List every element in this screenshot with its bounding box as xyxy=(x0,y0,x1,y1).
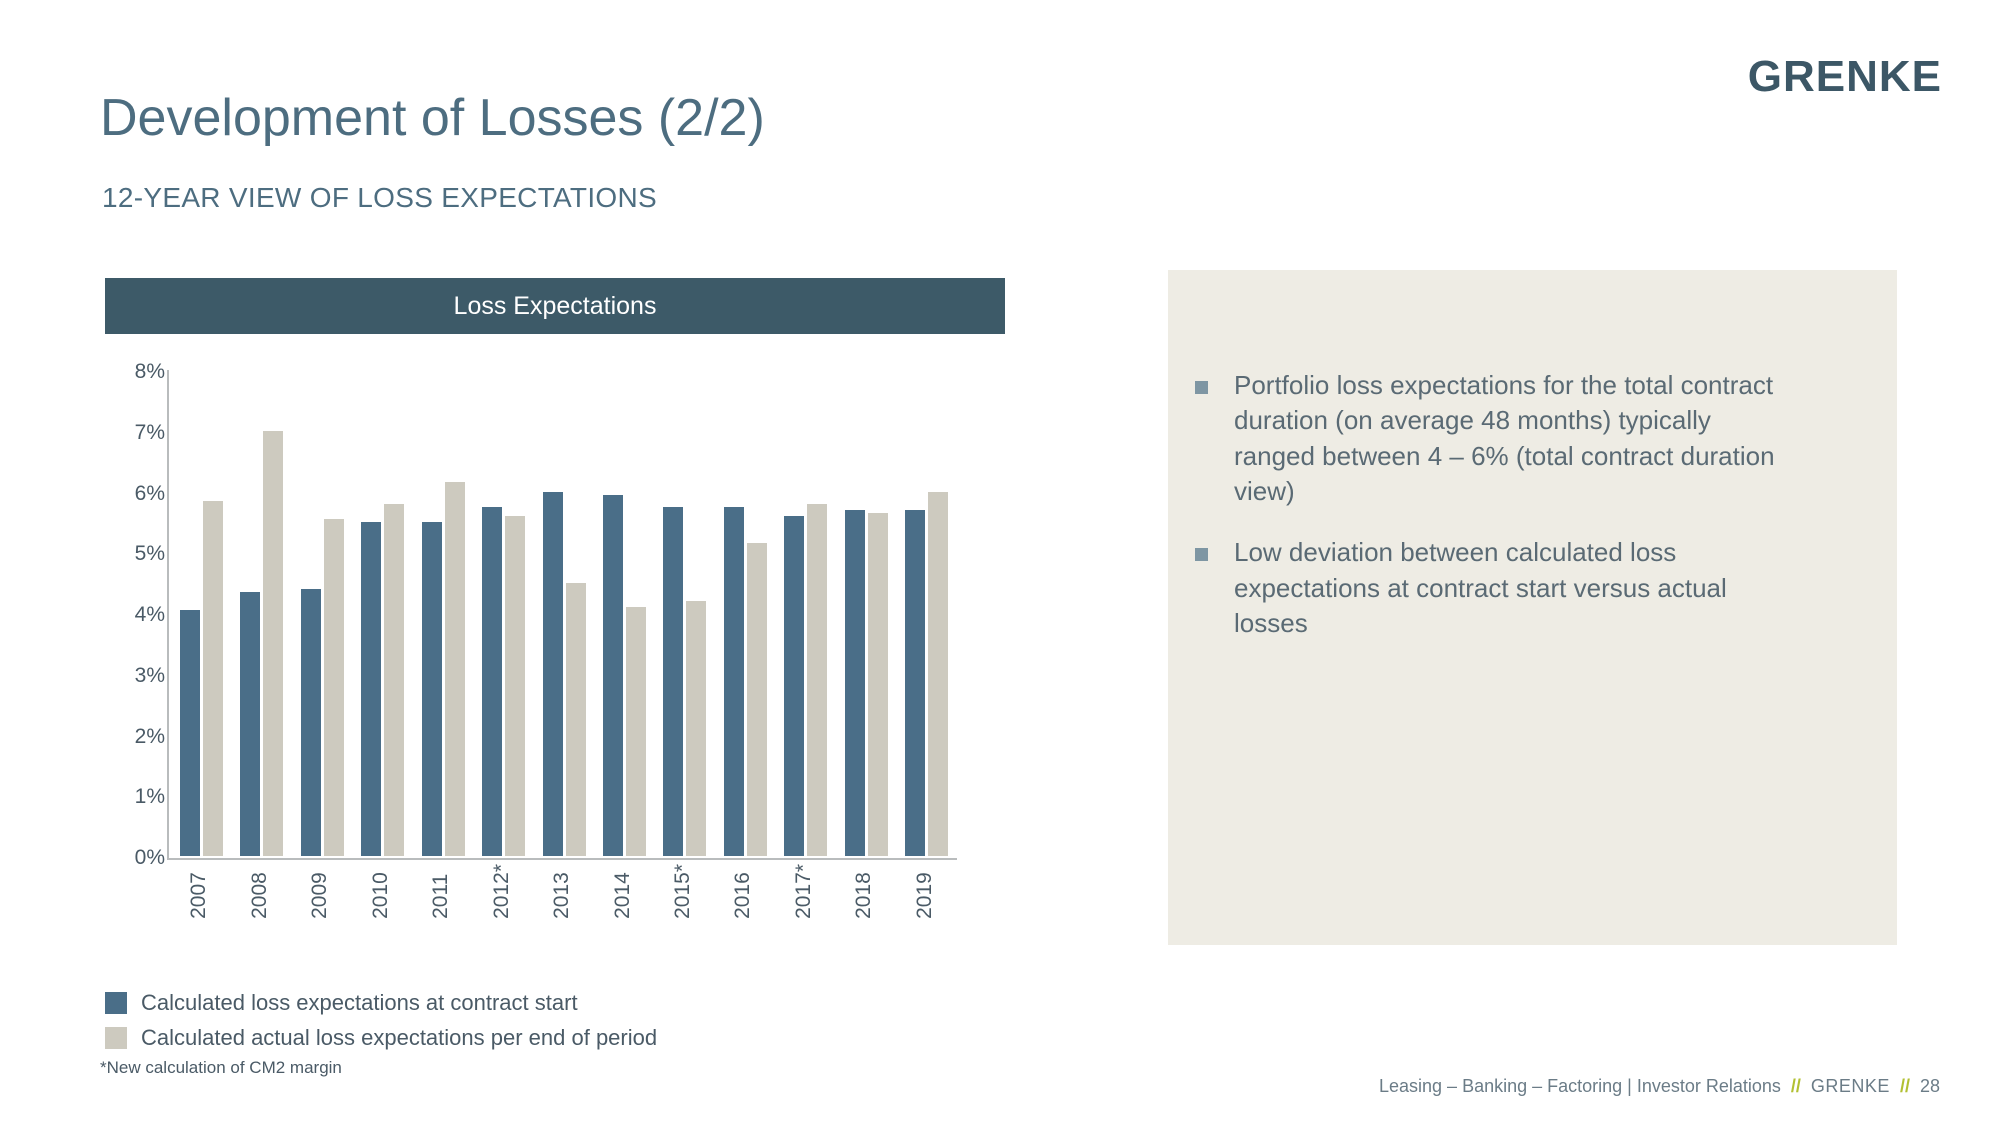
bar-actual xyxy=(203,501,223,856)
bar-actual xyxy=(566,583,586,856)
bar-actual xyxy=(868,513,888,856)
y-axis-tick-label: 5% xyxy=(134,542,165,566)
bar-group xyxy=(473,370,533,856)
bar-calculated xyxy=(905,510,925,856)
bar-calculated xyxy=(784,516,804,856)
x-axis-tick-cell xyxy=(895,864,955,919)
x-axis-tick-cell xyxy=(653,864,713,919)
list-item xyxy=(1195,535,1795,641)
bar-calculated xyxy=(240,592,260,856)
x-axis-tick-label: 2014 xyxy=(610,872,634,919)
chart-plot-area xyxy=(167,370,957,860)
x-axis-tick-label: 2018 xyxy=(852,872,876,919)
bar-group xyxy=(231,370,291,856)
bar-actual xyxy=(807,504,827,856)
bar-group xyxy=(352,370,412,856)
bar-calculated xyxy=(543,492,563,857)
bar-actual xyxy=(445,482,465,856)
footer-brand: GRENKE xyxy=(1810,1076,1890,1096)
bar-calculated xyxy=(422,522,442,856)
bar-calculated xyxy=(482,507,502,856)
x-axis-tick-label: 2019 xyxy=(912,872,936,919)
x-axis-tick-label: 2012* xyxy=(489,864,513,919)
chart-footnote: *New calculation of CM2 margin xyxy=(100,1058,342,1077)
side-panel-bullets xyxy=(1195,368,1795,668)
x-axis-tick-cell xyxy=(169,864,229,919)
y-axis-tick-label: 4% xyxy=(134,603,165,626)
x-axis-tick-cell xyxy=(774,864,834,919)
bar-group xyxy=(594,370,654,856)
bar-group xyxy=(776,370,836,856)
footer-separator-1: // xyxy=(1790,1076,1801,1096)
legend-item xyxy=(105,990,657,1016)
bar-calculated xyxy=(301,589,321,856)
y-axis-tick-label: 6% xyxy=(134,481,165,505)
bar-groups xyxy=(171,370,957,856)
legend-swatch-calculated xyxy=(105,992,127,1014)
legend-item xyxy=(105,1025,657,1051)
bullet-text: Portfolio loss expectations for the total contract duration (on average 48 months) typically ranged between 4 – 6% (total contract duration view) xyxy=(1234,370,1775,507)
legend-label-actual: Calculated actual loss expectations per end of period xyxy=(141,1025,658,1050)
x-axis-tick-label: 2013 xyxy=(550,872,574,919)
bar-group xyxy=(655,370,715,856)
bar-calculated xyxy=(361,522,381,856)
x-axis-tick-label: 2011 xyxy=(429,873,453,919)
x-axis-tick-cell xyxy=(532,864,592,919)
bar-actual xyxy=(384,504,404,856)
y-axis-tick-label: 8% xyxy=(134,360,165,383)
bar-group xyxy=(292,370,352,856)
loss-expectations-chart xyxy=(105,360,1005,919)
y-axis-tick-label: 2% xyxy=(134,724,165,748)
y-axis-tick-label: 0% xyxy=(134,846,165,869)
x-axis-tick-label: 2016 xyxy=(731,872,755,919)
grenke-logo: GRENKE xyxy=(1747,52,1942,101)
x-axis-tick-label: 2007 xyxy=(187,872,211,919)
legend-label-calculated: Calculated loss expectations at contract start xyxy=(141,990,578,1015)
chart-legend xyxy=(105,990,657,1060)
footer-left-text: Leasing – Banking – Factoring | Investor Relations xyxy=(1379,1076,1781,1096)
bar-calculated xyxy=(845,510,865,856)
footer-page-number: 28 xyxy=(1919,1076,1940,1096)
x-axis-tick-cell xyxy=(592,864,652,919)
x-axis-tick-label: 2017* xyxy=(791,864,815,919)
bullet-square-icon xyxy=(1195,381,1208,394)
bar-group xyxy=(413,370,473,856)
page-subtitle: 12-YEAR VIEW OF LOSS EXPECTATIONS xyxy=(102,182,657,213)
page-title: Development of Losses (2/2) xyxy=(100,89,765,147)
bullet-square-icon xyxy=(1195,548,1208,561)
x-axis-tick-cell xyxy=(411,864,471,919)
x-axis-tick-cell xyxy=(229,864,289,919)
bar-group xyxy=(171,370,231,856)
bar-group xyxy=(836,370,896,856)
bar-calculated xyxy=(724,507,744,856)
y-axis-labels xyxy=(105,360,165,869)
x-axis-tick-label: 2010 xyxy=(368,872,392,919)
x-axis-tick-label: 2009 xyxy=(308,872,332,919)
x-axis-tick-label: 2015* xyxy=(670,864,694,919)
y-axis-tick-label: 7% xyxy=(134,420,165,444)
y-axis-tick-label: 1% xyxy=(134,785,165,809)
chart-header-banner: Loss Expectations xyxy=(105,278,1005,334)
x-axis-tick-cell xyxy=(713,864,773,919)
bar-actual xyxy=(928,492,948,857)
bar-actual xyxy=(324,519,344,856)
bar-actual xyxy=(626,607,646,856)
x-axis-labels xyxy=(169,864,955,919)
bar-calculated xyxy=(180,610,200,856)
bar-calculated xyxy=(603,495,623,856)
list-item xyxy=(1195,368,1795,509)
bar-actual xyxy=(263,431,283,856)
footer-separator-2: // xyxy=(1899,1076,1910,1096)
bar-actual xyxy=(686,601,706,856)
slide-footer xyxy=(1379,1076,1940,1097)
bar-group xyxy=(715,370,775,856)
bar-actual xyxy=(505,516,525,856)
bar-group xyxy=(534,370,594,856)
x-axis-tick-cell xyxy=(471,864,531,919)
y-axis-tick-label: 3% xyxy=(134,663,165,687)
bar-actual xyxy=(747,543,767,856)
x-axis-tick-label: 2008 xyxy=(247,872,271,919)
bar-group xyxy=(897,370,957,856)
bullet-text: Low deviation between calculated loss expectations at contract start versus actual losses xyxy=(1234,537,1727,639)
bar-calculated xyxy=(663,507,683,856)
x-axis-tick-cell xyxy=(290,864,350,919)
x-axis-tick-cell xyxy=(350,864,410,919)
legend-swatch-actual xyxy=(105,1027,127,1049)
x-axis-tick-cell xyxy=(834,864,894,919)
